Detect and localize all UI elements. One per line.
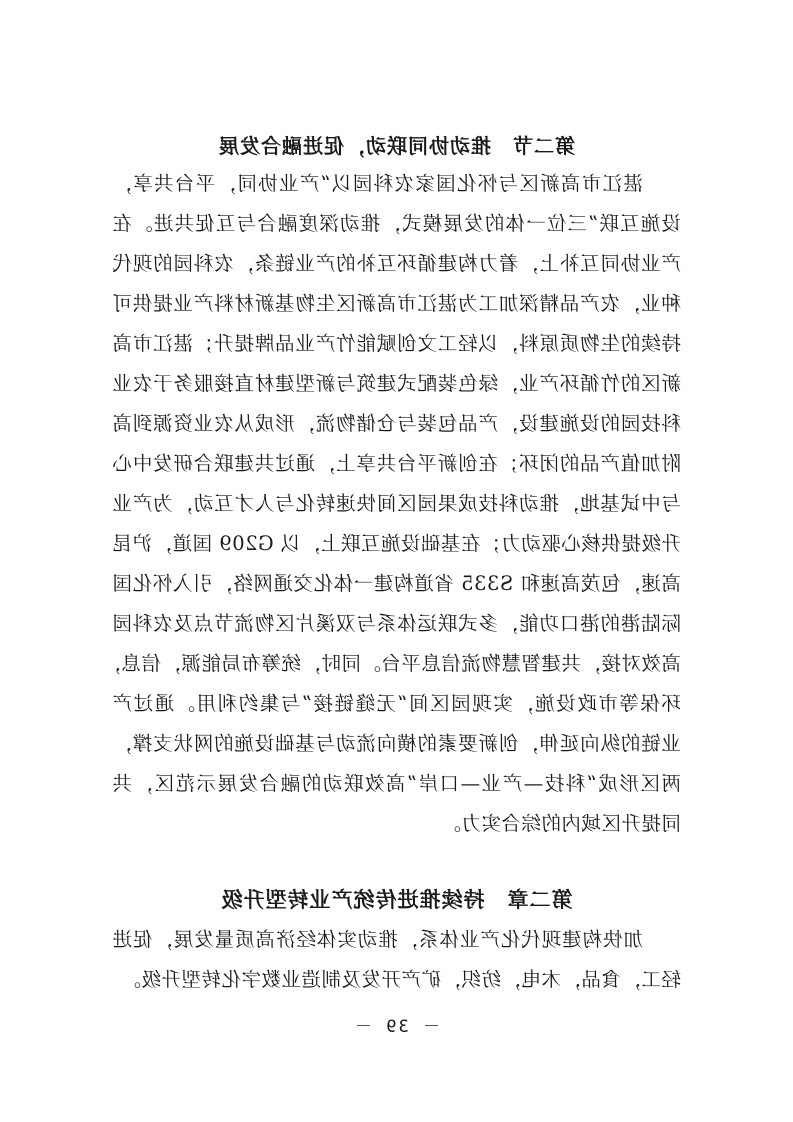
text-line: 轻工，食品，木电，纺织，矿产开发及制造业数字化转型升级。 [120,968,681,991]
text-line: 持续的生物质原料，以轻工文创赋能竹产业品牌提升；湛江市高 [112,332,681,355]
text-line: 两区形成“科技—产业—口岸”高效联动的融合发展示范区，共 [112,772,681,795]
text-line: 新区的竹循环产业，绿色装配式建筑与新型建材直接服务于农业 [112,372,681,395]
text-line: 附加值产品的闭环；在创新平台共享上，通过共建联合研发中心 [112,452,681,475]
text-line: 湛江市高新区与怀化国家农科园以“产业协同，平台共享， [112,172,643,195]
text-line: 种业，农产品精深加工为湛江市高新区生物基新材料产业提供可 [112,292,681,315]
text-line: 产业协同互补上，着力构建循环互补的产业链条，农科园的现代 [112,252,681,275]
text-line: 设施互联”三位一体的发展模式，推动深度融合与互促共进。在 [112,212,681,235]
text-line: 环保等市政设施，实现园区间“无缝链接”与集约利用。通过产 [112,692,681,715]
text-line: 高速，包茂高速和 S335 省道构建一体化交通网络，引入怀化国 [112,572,681,595]
text-line: 升级提供核心驱动力；在基础设施互联上，以 G209 国道，沪昆 [112,532,681,555]
text-line: 际陆港的港口功能，多式联运体系与双溪片区物流节点及农科园 [112,612,681,635]
chapter-title: 第二章 持续推进传统产业转型升级 [220,888,573,912]
page-number: － 39 － [353,1017,440,1037]
text-line: 科技园的设施建设，产品包装与仓储物流，形成从农业资源到高 [112,412,681,435]
text-line: 同提升区域内的综合实力。 [440,812,681,835]
text-line: 业链的纵向延伸，创新要素的横向流动与基础设施的网状支撑， [112,732,681,755]
text-line: 加快构建现代化产业体系，推动实体经济高质量发展，促进 [112,928,643,951]
text-line: 与中试基地，推动科技成果园区间快速转化与人才互动，为产业 [112,492,681,515]
text-line: 高效对接，共建智慧物流信息平台。同时，统筹布局能源，信息， [100,652,681,675]
section-title: 第二节 推动协同联动，促进融合发展 [218,134,575,158]
